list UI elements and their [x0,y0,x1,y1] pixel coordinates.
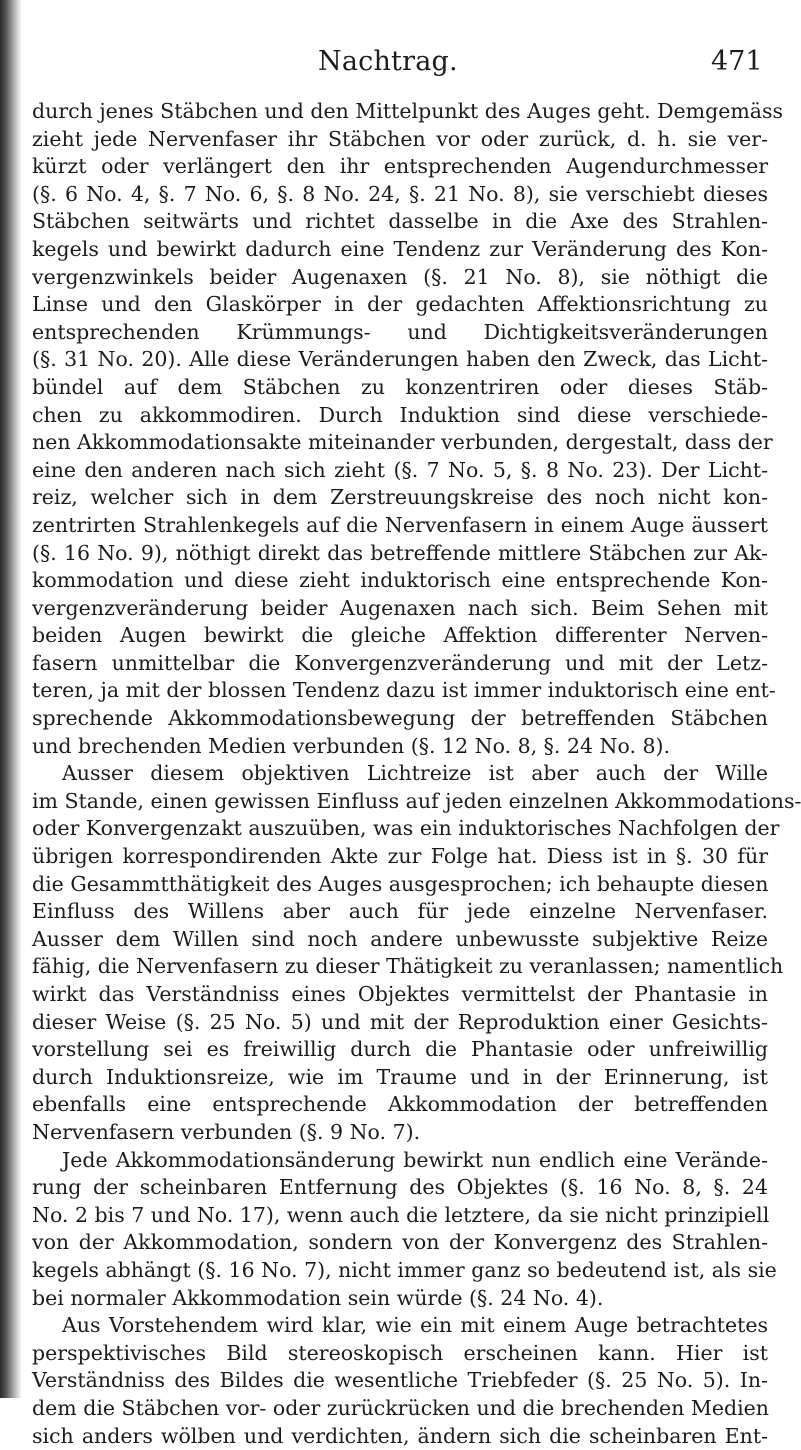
text-line: Linse und den Glaskörper in der gedachten Affektionsrichtung zu [32,291,768,319]
text-line: dieser Weise (§. 25 No. 5) und mit der Reproduktion einer Gesichts- [32,1009,768,1037]
text-line: nen Akkommodationsakte miteinander verbunden, dergestalt, dass der [32,429,768,457]
text-line: fasern unmittelbar die Konvergenzveränderung und mit der Letz- [32,650,768,678]
page-number: 471 [711,46,763,77]
running-title: Nachtrag. [318,46,458,77]
text-line: zieht jede Nervenfaser ihr Stäbchen vor oder zurück, d. h. sie ver- [32,126,768,154]
text-line: sprechende Akkommodationsbewegung der betreffenden Stäbchen [32,705,768,733]
text-line: bündel auf dem Stäbchen zu konzentriren oder dieses Stäb- [32,374,768,402]
text-line: fähig, die Nervenfasern zu dieser Thätigkeit zu veranlassen; namentlich [32,953,768,981]
text-line: teren, ja mit der blossen Tendenz dazu ist immer induktorisch eine ent- [32,677,768,705]
text-line: wirkt das Verständniss eines Objektes vermittelst der Phantasie in [32,981,768,1009]
text-line: ebenfalls eine entsprechende Akkommodation der betreffenden [32,1091,768,1119]
text-line: chen zu akkommodiren. Durch Induktion sind diese verschiede- [32,402,768,430]
text-line: Einfluss des Willens aber auch für jede einzelne Nervenfaser. [32,898,768,926]
text-line: oder Konvergenzakt auszuüben, was ein induktorisches Nachfolgen der [32,815,768,843]
text-line: No. 2 bis 7 und No. 17), wenn auch die letztere, da sie nicht prinzipiell [32,1202,768,1230]
text-line: im Stande, einen gewissen Einfluss auf jeden einzelnen Akkommodations- [32,788,768,816]
text-line: kegels und bewirkt dadurch eine Tendenz zur Veränderung des Kon- [32,236,768,264]
text-line: dem die Stäbchen vor- oder zurückrücken und die brechenden Medien [32,1395,768,1423]
text-line: bei normaler Akkommodation sein würde (§. 24 No. 4). [32,1285,768,1313]
text-line: und brechenden Medien verbunden (§. 12 No. 8, §. 24 No. 8). [32,733,768,761]
text-line: kommodation und diese zieht induktorisch eine entsprechende Kon- [32,567,768,595]
text-line: (§. 16 No. 9), nöthigt direkt das betreffende mittlere Stäbchen zur Ak- [32,540,768,568]
text-line: übrigen korrespondirenden Akte zur Folge hat. Diess ist in §. 30 für [32,843,768,871]
text-line: eine den anderen nach sich zieht (§. 7 No. 5, §. 8 No. 23). Der Licht- [32,457,768,485]
text-line: Aus Vorstehendem wird klar, wie ein mit einem Auge betrachtetes [32,1312,768,1340]
text-line: (§. 6 No. 4, §. 7 No. 6, §. 8 No. 24, §. 21 No. 8), sie verschiebt dieses [32,181,768,209]
text-line: Ausser dem Willen sind noch andere unbewusste subjektive Reize [32,926,768,954]
text-line: Nervenfasern verbunden (§. 9 No. 7). [32,1119,768,1147]
text-line: Jede Akkommodationsänderung bewirkt nun endlich eine Verände- [32,1147,768,1175]
text-line: kegels abhängt (§. 16 No. 7), nicht immer ganz so bedeutend ist, als sie [32,1257,768,1285]
text-line: von der Akkommodation, sondern von der Konvergenz des Strahlen- [32,1229,768,1257]
text-line: durch jenes Stäbchen und den Mittelpunkt des Auges geht. Demgemäss [32,98,768,126]
binding-shadow [0,0,22,1398]
text-line: vergenzwinkels beider Augenaxen (§. 21 No. 8), sie nöthigt die [32,264,768,292]
text-line: Verständniss des Bildes die wesentliche Triebfeder (§. 25 No. 5). In- [32,1367,768,1395]
text-line: kürzt oder verlängert den ihr entsprechenden Augendurchmesser [32,153,768,181]
text-line: Stäbchen seitwärts und richtet dasselbe in die Axe des Strahlen- [32,208,768,236]
text-line: beiden Augen bewirkt die gleiche Affektion differenter Nerven- [32,622,768,650]
text-line: zentrirten Strahlenkegels auf die Nervenfasern in einem Auge äussert [32,512,768,540]
text-line: Ausser diesem objektiven Lichtreize ist aber auch der Wille [32,760,768,788]
text-line: perspektivisches Bild stereoskopisch erscheinen kann. Hier ist [32,1340,768,1368]
text-line: vorstellung sei es freiwillig durch die Phantasie oder unfreiwillig [32,1036,768,1064]
body-text [32,98,768,1450]
text-line: reiz, welcher sich in dem Zerstreuungskreise des noch nicht kon- [32,484,768,512]
text-line: die Gesammtthätigkeit des Auges ausgesprochen; ich behaupte diesen [32,871,768,899]
text-line: sich anders wölben und verdichten, ändern sich die scheinbaren Ent- [32,1423,768,1450]
text-line: rung der scheinbaren Entfernung des Objektes (§. 16 No. 8, §. 24 [32,1174,768,1202]
text-line: (§. 31 No. 20). Alle diese Veränderungen haben den Zweck, das Licht- [32,346,768,374]
page-header [0,42,801,82]
text-line: vergenzveränderung beider Augenaxen nach sich. Beim Sehen mit [32,595,768,623]
text-line: durch Induktionsreize, wie im Traume und in der Erinnerung, ist [32,1064,768,1092]
text-line: entsprechenden Krümmungs- und Dichtigkeitsveränderungen [32,319,768,347]
